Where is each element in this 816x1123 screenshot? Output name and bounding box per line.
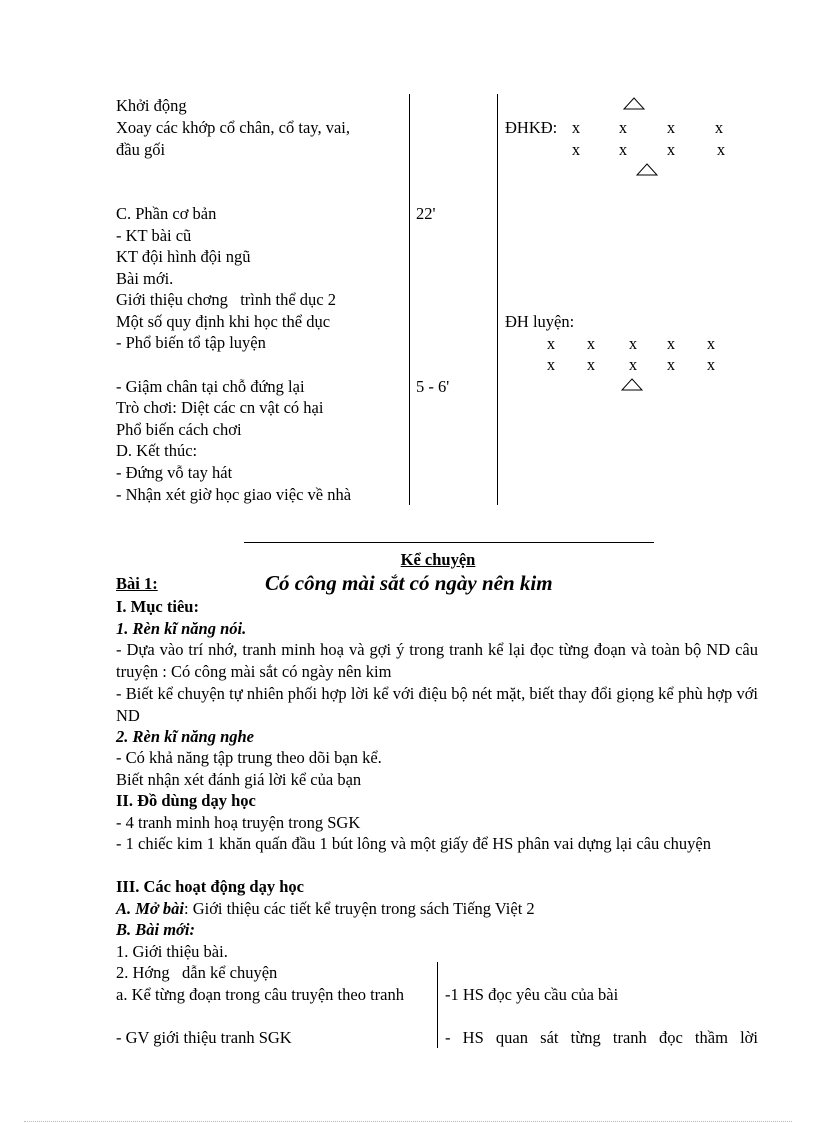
formation-mark: x: [571, 118, 581, 137]
table2-right-a: -1 HS đọc yêu cầu của bài: [445, 985, 619, 1004]
table2-left-b: - GV giới thiệu tranh SGK: [116, 1028, 292, 1047]
paragraph: - Biết kể chuyện tự nhiên phối hợp lời kể với điệu bộ nét mặt, biết thay đổi giọng kể phù hợp với ND: [116, 684, 758, 725]
table1-line: - Phổ biến tổ tập luyện: [116, 333, 266, 352]
heading-ren-nghe: 2. Rèn kĩ năng nghe: [116, 727, 254, 746]
table1-line: - Giậm chân tại chỗ đứng lại: [116, 377, 305, 396]
teacher-triangle-icon: [623, 97, 645, 110]
formation-mark: x: [706, 334, 716, 353]
table1-divider-2: [497, 94, 498, 505]
teacher-triangle-icon: [621, 378, 643, 391]
table2-divider: [437, 962, 438, 1048]
formation-mark: x: [571, 140, 581, 159]
heading-ren-noi: 1. Rèn kĩ năng nói.: [116, 619, 247, 638]
table2-left-a: a. Kể từng đoạn trong câu truyện theo tranh: [116, 985, 404, 1004]
formation-mark: x: [666, 334, 676, 353]
mo-bai-label: A. Mở bài: [116, 899, 184, 918]
table1-line: Phổ biến cách chơi: [116, 420, 242, 439]
paragraph: 2. Hớng dẫn kể chuyện: [116, 963, 278, 982]
table1-line: đầu gối: [116, 140, 166, 159]
time-value: 5 - 6': [416, 377, 450, 396]
table1-line: KT đội hình đội ngũ: [116, 247, 251, 266]
formation1-label: ĐHKĐ:: [505, 118, 558, 137]
paragraph: - 4 tranh minh hoạ truyện trong SGK: [116, 813, 361, 832]
time-value: 22': [416, 204, 436, 223]
formation-mark: x: [706, 355, 716, 374]
table1-line: Một số quy định khi học thể dục: [116, 312, 331, 331]
table1-line: - Nhận xét giờ học giao việc về nhà: [116, 485, 352, 504]
formation-mark: x: [586, 355, 596, 374]
table1-line: D. Kết thúc:: [116, 441, 198, 460]
formation-mark: x: [618, 140, 628, 159]
formation-mark: x: [714, 118, 724, 137]
formation-mark: x: [546, 355, 556, 374]
formation-mark: x: [618, 118, 628, 137]
formation-mark: x: [666, 140, 676, 159]
mo-bai-line: [116, 898, 535, 919]
formation-mark: x: [666, 355, 676, 374]
formation-mark: x: [628, 334, 638, 353]
heading-muc-tieu: I. Mục tiêu:: [116, 597, 199, 616]
table1-divider-1: [409, 94, 410, 505]
table2-right-b: - HS quan sát từng tranh đọc thầm lời: [445, 1028, 758, 1047]
paragraph: - 1 chiếc kim 1 khăn quấn đầu 1 bút lông và một giấy để HS phân vai dựng lại câu chuyện: [116, 834, 712, 853]
formation2-label: ĐH luyện:: [505, 312, 575, 331]
heading-do-dung: II. Đồ dùng dạy học: [116, 791, 256, 810]
formation-mark: x: [628, 355, 638, 374]
table1-line: Trò chơi: Diệt các cn vật có hại: [116, 398, 324, 417]
page-title: Kể chuyện: [400, 550, 476, 569]
formation-mark: x: [666, 118, 676, 137]
mo-bai-text: : Giới thiệu các tiết kể truyện trong sách Tiếng Việt 2: [184, 899, 535, 918]
lesson-name: Có công mài sắt có ngày nên kim: [265, 571, 553, 595]
table1-line: Khởi động: [116, 96, 187, 115]
paragraph: 1. Giới thiệu bài.: [116, 942, 228, 961]
page-bottom-border: [24, 1121, 792, 1122]
table1-line: - Đứng vỗ tay hát: [116, 463, 233, 482]
table1-line: - KT bài cũ: [116, 226, 192, 245]
formation-mark: x: [716, 140, 726, 159]
section-separator: [244, 542, 654, 543]
paragraph: - Dựa vào trí nhớ, tranh minh hoạ và gợi ý trong tranh kể lại đọc từng đoạn và toàn bộ ND câu truyện : Có công mài sắt có ngày nên kim: [116, 640, 758, 681]
table1-line: Xoay các khớp cổ chân, cổ tay, vai,: [116, 118, 350, 137]
teacher-triangle-icon: [636, 163, 658, 176]
formation-mark: x: [586, 334, 596, 353]
table1-line: Giới thiệu chơng trình thể dục 2: [116, 290, 336, 309]
paragraph: - Có khả năng tập trung theo dõi bạn kể.: [116, 748, 382, 767]
lesson-label: Bài 1:: [116, 574, 158, 593]
heading-hoat-dong: III. Các hoạt động dạy học: [116, 877, 304, 896]
table1-line: C. Phần cơ bản: [116, 204, 217, 223]
formation-mark: x: [546, 334, 556, 353]
heading-bai-moi: B. Bài mới:: [116, 920, 195, 939]
table1-line: Bài mới.: [116, 269, 174, 288]
paragraph: Biết nhận xét đánh giá lời kể của bạn: [116, 770, 362, 789]
